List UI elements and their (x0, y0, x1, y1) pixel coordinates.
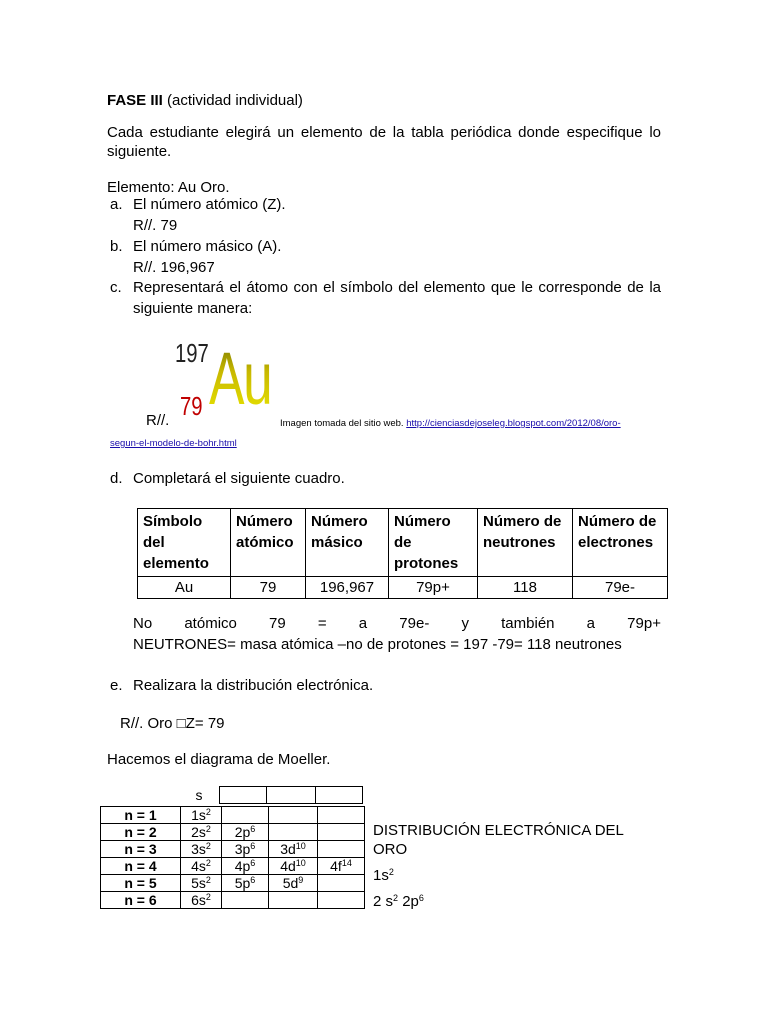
source-link[interactable]: http://cienciasdejoseleg.blogspot.com/2012/08/oro- (406, 418, 621, 429)
moeller-row (101, 875, 365, 892)
header-electrons: Número de electrones (573, 509, 668, 577)
moeller-row (101, 841, 365, 858)
element-line: Elemento: Au Oro. (107, 179, 230, 196)
moeller-cell (318, 841, 365, 858)
moeller-grid (100, 806, 365, 909)
source-link-continued-wrap (110, 433, 237, 450)
moeller-cell: $5p^6$ (222, 875, 269, 892)
phase-subtitle: (actividad individual) (167, 92, 303, 109)
atomic-number: 79 (180, 391, 203, 421)
explain-line-2: NEUTRONES= masa atómica –no de protones = 197 -79= 118 neutrones (133, 636, 622, 653)
cell-electrons: 79e- (573, 577, 668, 599)
moeller-cell (222, 807, 269, 824)
image-source (280, 418, 621, 429)
moeller-row (101, 824, 365, 841)
element-symbol: Au (209, 337, 272, 420)
moeller-cell: $6s^2$ (181, 892, 222, 909)
moeller-cell: $5d^9$ (269, 875, 318, 892)
col-label-s: s (195, 787, 203, 803)
moeller-level-label: n = 3 (101, 841, 181, 858)
moeller-cell: $3s^2$ (181, 841, 222, 858)
moeller-row (101, 892, 365, 909)
moeller-col-labels (100, 787, 363, 804)
item-b-marker: b. (110, 238, 123, 255)
header-neutrons: Número de neutrones (478, 509, 573, 577)
header-symbol: Símbolo del elemento (138, 509, 231, 577)
item-d-text: Completará el siguiente cuadro. (133, 470, 345, 487)
moeller-row (101, 858, 365, 875)
cell-protons: 79p+ (389, 577, 478, 599)
moeller-level-label: n = 4 (101, 858, 181, 875)
cell-atomic-number: 79 (231, 577, 306, 599)
distribution-line-1: $1s^2$ (373, 867, 394, 884)
moeller-level-label: n = 1 (101, 807, 181, 824)
item-d-marker: d. (110, 470, 123, 487)
moeller-cell (269, 824, 318, 841)
moeller-cell: $3d^{10}$ (269, 841, 318, 858)
intro-line-1: Cada estudiante elegirá un elemento de la tabla periódica donde especifique lo (107, 124, 661, 141)
item-a-text: El número atómico (Z). (133, 196, 286, 213)
moeller-cell: $4f^{14}$ (318, 858, 365, 875)
phase-title: FASE III (107, 92, 163, 109)
header-mass-number: Número másico (306, 509, 389, 577)
moeller-level-label: n = 5 (101, 875, 181, 892)
moeller-cell: $2s^2$ (181, 824, 222, 841)
item-c-text-2: siguiente manera: (133, 300, 253, 317)
moeller-cell: $5s^2$ (181, 875, 222, 892)
distribution-title-1: DISTRIBUCIÓN ELECTRÓNICA DEL (373, 822, 624, 839)
distribution-title-2: ORO (373, 841, 408, 858)
cell-neutrons: 118 (478, 577, 573, 599)
moeller-cell (318, 824, 365, 841)
image-source-label: Imagen tomada del sitio web. (280, 418, 404, 429)
intro-line-2: siguiente. (107, 143, 172, 160)
element-data-table (137, 508, 668, 599)
item-e-text: Realizara la distribución electrónica. (133, 677, 374, 694)
distribution-line-2: 2 $s^2$ $2p^6$ (373, 893, 424, 910)
moeller-row (101, 807, 365, 824)
phase-heading (107, 92, 303, 109)
item-a-answer: R//. 79 (133, 217, 178, 234)
item-c-answer: R//. (146, 412, 170, 429)
moeller-cell: $4p^6$ (222, 858, 269, 875)
moeller-cell: $1s^2$ (181, 807, 222, 824)
moeller-cell: $2p^6$ (222, 824, 269, 841)
item-c-text-1: Representará el átomo con el símbolo del elemento que le corresponde de la (133, 279, 661, 296)
moeller-cell: $3p^6$ (222, 841, 269, 858)
moeller-level-label: n = 6 (101, 892, 181, 909)
moeller-level-label: n = 2 (101, 824, 181, 841)
item-c-marker: c. (110, 279, 122, 296)
item-b-answer: R//. 196,967 (133, 259, 215, 276)
moeller-cell (269, 892, 318, 909)
header-protons: Número de protones (389, 509, 478, 577)
table-row (138, 577, 668, 599)
header-atomic-number: Número atómico (231, 509, 306, 577)
explain-line-1: No atómico 79 = a 79e- y también a 79p+ (133, 615, 661, 632)
moeller-cell (318, 807, 365, 824)
item-e-marker: e. (110, 677, 123, 694)
moeller-cell (318, 875, 365, 892)
cell-symbol: Au (138, 577, 231, 599)
source-link-continued[interactable]: segun-el-modelo-de-bohr.html (110, 438, 237, 449)
moeller-cell: $4s^2$ (181, 858, 222, 875)
answer-e: R//. Oro □Z= 79 (120, 715, 225, 732)
table-header-row (138, 509, 668, 577)
moeller-cell (269, 807, 318, 824)
moeller-cell (222, 892, 269, 909)
moeller-table (100, 786, 363, 804)
atom-symbol-image (163, 337, 281, 421)
cell-mass-number: 196,967 (306, 577, 389, 599)
item-b-text: El número másico (A). (133, 238, 282, 255)
moeller-cell (318, 892, 365, 909)
mass-number: 197 (175, 338, 209, 368)
moeller-cell: $4d^{10}$ (269, 858, 318, 875)
moeller-intro: Hacemos el diagrama de Moeller. (107, 751, 331, 768)
item-a-marker: a. (110, 196, 123, 213)
